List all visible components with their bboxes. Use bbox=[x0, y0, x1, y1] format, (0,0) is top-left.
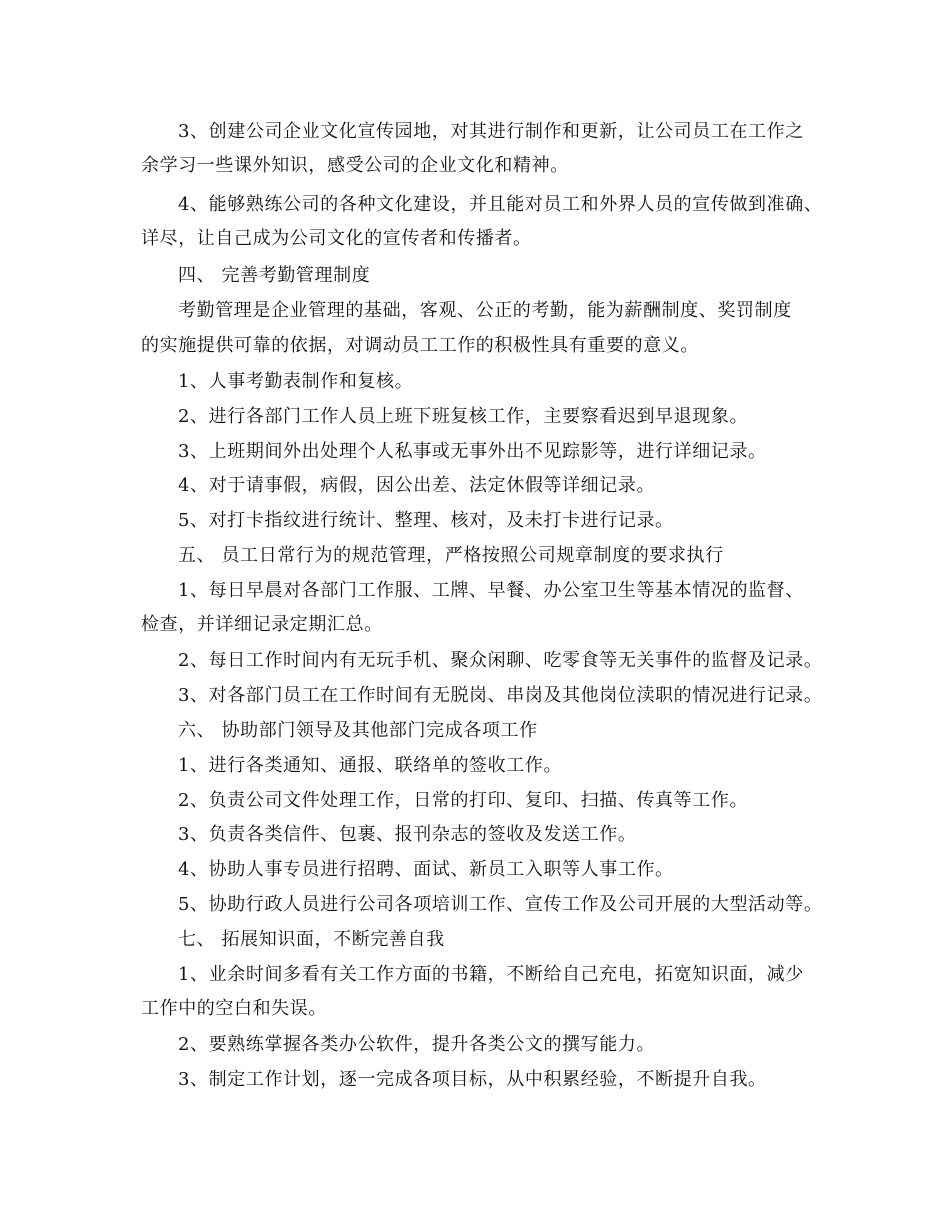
list-item: 3、对各部门员工在工作时间有无脱岗、串岗及其他岗位渎职的情况进行记录。 bbox=[178, 685, 823, 706]
list-item: 1、每日早晨对各部门工作服、工牌、早餐、办公室卫生等基本情况的监督、 bbox=[178, 580, 804, 601]
list-item: 4、对于请事假，病假，因公出差、法定休假等详细记录。 bbox=[178, 475, 656, 496]
list-item: 2、进行各部门工作人员上班下班复核工作，主要察看迟到早退现象。 bbox=[178, 406, 749, 427]
list-item: 3、制定工作计划，逐一完成各项目标，从中积累经验，不断提升自我。 bbox=[178, 1069, 767, 1090]
list-item: 1、进行各类通知、通报、联络单的签收工作。 bbox=[178, 755, 563, 776]
list-item: 4、协助人事专员进行招聘、面试、新员工入职等人事工作。 bbox=[178, 859, 674, 880]
paragraph-line: 考勤管理是企业管理的基础，客观、公正的考勤，能为薪酬制度、奖罚制度 bbox=[178, 300, 792, 321]
list-item-continuation: 检查，并详细记录定期汇总。 bbox=[141, 614, 383, 635]
section-heading: 六、 协助部门领导及其他部门完成各项工作 bbox=[178, 720, 538, 741]
list-item: 1、业余时间多看有关工作方面的书籍，不断给自己充电，拓宽知识面，减少 bbox=[178, 964, 804, 985]
list-item: 5、对打卡指纹进行统计、整理、核对，及未打卡进行记录。 bbox=[178, 510, 674, 531]
paragraph-line: 4、能够熟练公司的各种文化建设，并且能对员工和外界人员的宣传做到准确、 bbox=[178, 194, 823, 215]
list-item-continuation: 工作中的空白和失误。 bbox=[141, 998, 327, 1019]
paragraph-line: 余学习一些课外知识，感受公司的企业文化和精神。 bbox=[141, 155, 569, 176]
paragraph-line: 详尽，让自己成为公司文化的宣传者和传播者。 bbox=[141, 228, 532, 249]
list-item: 1、人事考勤表制作和复核。 bbox=[178, 371, 414, 392]
paragraph-line: 的实施提供可靠的依据，对调动员工工作的积极性具有重要的意义。 bbox=[141, 335, 699, 356]
list-item: 3、上班期间外出处理个人私事或无事外出不见踪影等，进行详细记录。 bbox=[178, 441, 767, 462]
list-item: 2、要熟练掌握各类办公软件，提升各类公文的撰写能力。 bbox=[178, 1034, 656, 1055]
list-item: 2、每日工作时间内有无玩手机、聚众闲聊、吃零食等无关事件的监督及记录。 bbox=[178, 650, 823, 671]
list-item: 5、协助行政人员进行公司各项培训工作、宣传工作及公司开展的大型活动等。 bbox=[178, 894, 823, 915]
section-heading: 四、 完善考勤管理制度 bbox=[178, 265, 371, 286]
list-item: 3、负责各类信件、包裹、报刊杂志的签收及发送工作。 bbox=[178, 824, 637, 845]
paragraph-line: 3、创建公司企业文化宣传园地，对其进行制作和更新，让公司员工在工作之 bbox=[178, 121, 804, 142]
list-item: 2、负责公司文件处理工作，日常的打印、复印、扫描、传真等工作。 bbox=[178, 790, 749, 811]
section-heading: 七、 拓展知识面，不断完善自我 bbox=[178, 929, 445, 950]
section-heading: 五、 员工日常行为的规范管理，严格按照公司规章制度的要求执行 bbox=[178, 545, 724, 566]
